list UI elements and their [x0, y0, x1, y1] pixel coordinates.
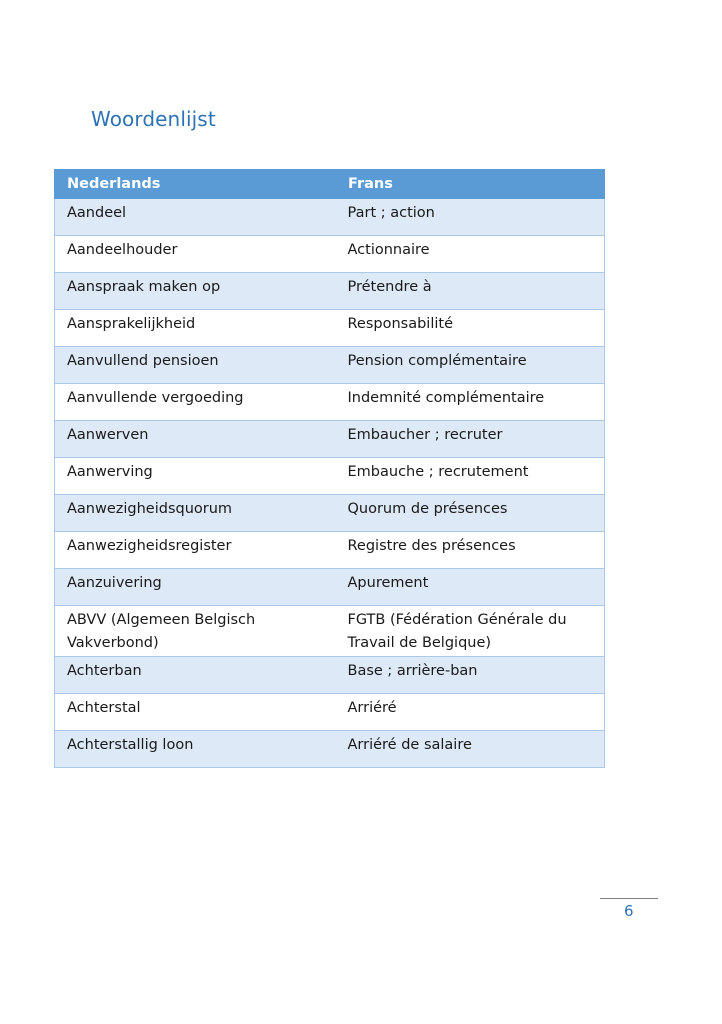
page-number: 6	[624, 902, 634, 920]
column-header-french: Frans	[336, 170, 605, 199]
dutch-term: Aanwerven	[55, 421, 336, 458]
french-term: Pension complémentaire	[336, 347, 605, 384]
dutch-term: Aansprakelijkheid	[55, 310, 336, 347]
page-number-divider	[600, 898, 658, 899]
dutch-term: ABVV (Algemeen Belgisch Vakverbond)	[55, 606, 336, 657]
table-header-row	[55, 170, 605, 199]
french-term: Prétendre à	[336, 273, 605, 310]
dutch-term: Aanvullend pensioen	[55, 347, 336, 384]
table-row	[55, 606, 605, 657]
table-row	[55, 657, 605, 694]
table-row	[55, 310, 605, 347]
glossary-table	[54, 169, 605, 768]
french-term: Responsabilité	[336, 310, 605, 347]
dutch-term: Achterban	[55, 657, 336, 694]
french-term: Arriéré	[336, 694, 605, 731]
dutch-term: Achterstal	[55, 694, 336, 731]
french-term: Actionnaire	[336, 236, 605, 273]
table-row	[55, 236, 605, 273]
table-row	[55, 384, 605, 421]
french-term: Embaucher ; recruter	[336, 421, 605, 458]
french-term: Arriéré de salaire	[336, 731, 605, 768]
french-term: FGTB (Fédération Générale du Travail de Belgique)	[336, 606, 605, 657]
dutch-term: Aanwerving	[55, 458, 336, 495]
french-term: Registre des présences	[336, 532, 605, 569]
column-header-dutch: Nederlands	[55, 170, 336, 199]
page-title: Woordenlijst	[91, 107, 216, 131]
french-term: Embauche ; recrutement	[336, 458, 605, 495]
dutch-term: Achterstallig loon	[55, 731, 336, 768]
table-row	[55, 532, 605, 569]
table-row	[55, 569, 605, 606]
french-term: Apurement	[336, 569, 605, 606]
french-term: Quorum de présences	[336, 495, 605, 532]
table-row	[55, 694, 605, 731]
dutch-term: Aanwezigheidsquorum	[55, 495, 336, 532]
table-row	[55, 495, 605, 532]
table-header	[55, 170, 605, 199]
dutch-term: Aanspraak maken op	[55, 273, 336, 310]
dutch-term: Aanwezigheidsregister	[55, 532, 336, 569]
table-row	[55, 731, 605, 768]
dutch-term: Aanvullende vergoeding	[55, 384, 336, 421]
french-term: Base ; arrière-ban	[336, 657, 605, 694]
table-body	[55, 199, 605, 768]
dutch-term: Aandeelhouder	[55, 236, 336, 273]
dutch-term: Aandeel	[55, 199, 336, 236]
table-row	[55, 273, 605, 310]
table-row	[55, 199, 605, 236]
table-row	[55, 347, 605, 384]
dutch-term: Aanzuivering	[55, 569, 336, 606]
french-term: Part ; action	[336, 199, 605, 236]
french-term: Indemnité complémentaire	[336, 384, 605, 421]
table-row	[55, 458, 605, 495]
table-row	[55, 421, 605, 458]
